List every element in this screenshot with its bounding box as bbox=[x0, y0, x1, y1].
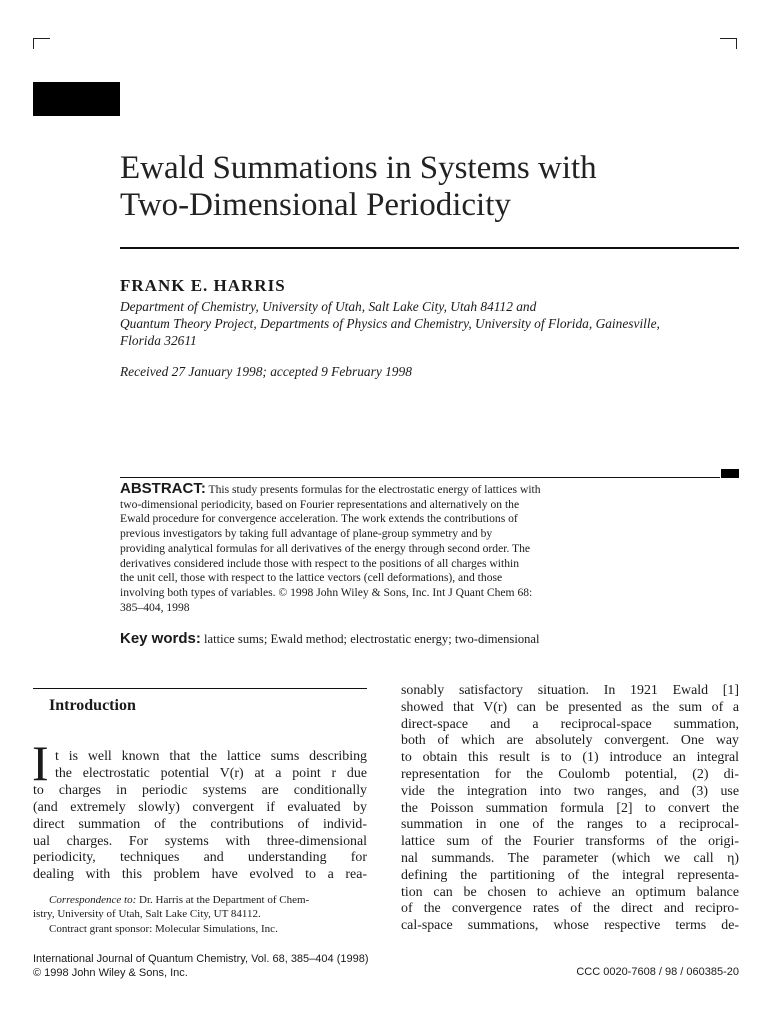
affiliation-line: Florida 32611 bbox=[120, 333, 197, 348]
text-line: lattice sum of the Fourier transforms of the origi- bbox=[401, 834, 739, 850]
text-line: sonably satisfactory situation. In 1921 Ewald [1] bbox=[401, 683, 739, 698]
abstract-line: Ewald procedure for convergence acceleration. The work extends the contributions of bbox=[120, 512, 518, 526]
text-line: to obtain this result is to (1) introduce an integral bbox=[401, 750, 739, 766]
text-line: of the convergence rates of the direct and recipro- bbox=[401, 901, 739, 917]
section-rule bbox=[33, 688, 367, 689]
text-line: direct-space and a reciprocal-space summation, bbox=[401, 716, 739, 732]
abstract-line: 385–404, 1998 bbox=[120, 600, 190, 614]
abstract-line: providing analytical formulas for all derivatives of the energy through second order. The bbox=[120, 541, 531, 555]
crop-mark-top-left bbox=[33, 38, 50, 49]
abstract-line: involving both types of variables. © 1998 John Wiley & Sons, Inc. Int J Quant Chem 68: bbox=[120, 585, 533, 599]
text-line: defining the partitioning of the integral representa- bbox=[401, 867, 739, 883]
text-line: summation in one of the ranges to a reciprocal- bbox=[401, 817, 739, 833]
footer-citation bbox=[33, 952, 369, 980]
crop-mark-top-right bbox=[720, 38, 737, 49]
text-line: both of which are absolutely convergent. One way bbox=[401, 733, 739, 749]
text-line: representation for the Coulomb potential, (2) di- bbox=[401, 766, 739, 782]
text-line: ual charges. For systems with three-dimensional bbox=[33, 833, 367, 849]
text-line: nal summands. The parameter (which we call η) bbox=[401, 850, 739, 866]
abstract-line: two-dimensional periodicity, based on Fourier representations and alternatively on the bbox=[120, 497, 520, 511]
received-dates: Received 27 January 1998; accepted 9 February 1998 bbox=[120, 364, 412, 379]
text-line: to charges in periodic systems are conditionally bbox=[33, 782, 367, 798]
intro-paragraph bbox=[33, 749, 367, 884]
text-line: periodicity, techniques and understanding for bbox=[33, 850, 367, 866]
text-line: (and extremely slowly) convergent if evaluated by bbox=[33, 799, 367, 815]
section-heading: Introduction bbox=[49, 697, 136, 714]
abstract-marker bbox=[721, 469, 739, 478]
footnote-line: istry, University of Utah, Salt Lake City, UT 84112. bbox=[33, 908, 261, 921]
text-line: cal-space summations, whose respective terms de- bbox=[401, 918, 739, 934]
keywords-heading: Key words: bbox=[120, 630, 201, 647]
abstract-line: previous investigators by taking full advantage of plane-group symmetry and by bbox=[120, 527, 493, 541]
affiliation-line: Department of Chemistry, University of Utah, Salt Lake City, Utah 84112 and bbox=[120, 299, 537, 314]
abstract-line: derivatives considered include those with respect to the positions of all charges within bbox=[120, 556, 520, 570]
correspondence-text: Dr. Harris at the Department of Chem- bbox=[136, 894, 310, 906]
footnote bbox=[33, 893, 367, 936]
title-rule bbox=[120, 247, 739, 249]
text-line: t is well known that the lattice sums describing bbox=[55, 749, 367, 764]
abstract-rule bbox=[120, 477, 720, 478]
copyright-notice: © 1998 John Wiley & Sons, Inc. bbox=[33, 967, 188, 979]
text-line: tion can be chosen to achieve an optimum balance bbox=[401, 884, 739, 900]
article-title bbox=[120, 150, 740, 224]
text-line: vide the integration into two ranges, and (3) use bbox=[401, 783, 739, 799]
affiliation bbox=[120, 298, 740, 349]
text-line: direct summation of the contributions of individ- bbox=[33, 816, 367, 832]
abstract-line: the unit cell, those with respect to the lattice vectors (cell deformations), and those bbox=[120, 571, 503, 585]
correspondence-label: Correspondence to: bbox=[49, 894, 137, 906]
drop-cap: I bbox=[32, 735, 49, 791]
text-line: showed that V(r) can be presented as the sum of a bbox=[401, 699, 739, 715]
affiliation-line: Quantum Theory Project, Departments of Physics and Chemistry, University of Florida, Gainesville, bbox=[120, 316, 660, 331]
text-line: the Poisson summation formula [2] to convert the bbox=[401, 800, 739, 816]
footnote-line: Contract grant sponsor: Molecular Simulations, Inc. bbox=[49, 922, 278, 935]
title-line-1: Ewald Summations in Systems with bbox=[120, 150, 597, 186]
abstract-heading: ABSTRACT: bbox=[120, 480, 206, 497]
abstract bbox=[120, 482, 660, 615]
title-line-2: Two-Dimensional Periodicity bbox=[120, 187, 511, 223]
keywords-text: lattice sums; Ewald method; electrostatic energy; two-dimensional bbox=[200, 632, 540, 646]
author-name: FRANK E. HARRIS bbox=[120, 276, 286, 295]
ccc-code: CCC 0020-7608 / 98 / 060385-20 bbox=[576, 966, 739, 978]
journal-citation: International Journal of Quantum Chemistry, Vol. 68, 385–404 (1998) bbox=[33, 953, 369, 965]
text-line: the electrostatic potential V(r) at a point r due bbox=[55, 765, 367, 781]
text-line: dealing with this problem have evolved to a rea- bbox=[33, 867, 367, 883]
column-two bbox=[401, 683, 739, 935]
abstract-line: This study presents formulas for the electrostatic energy of lattices with bbox=[205, 483, 541, 496]
header-black-bar bbox=[33, 82, 120, 116]
keywords bbox=[120, 630, 540, 647]
